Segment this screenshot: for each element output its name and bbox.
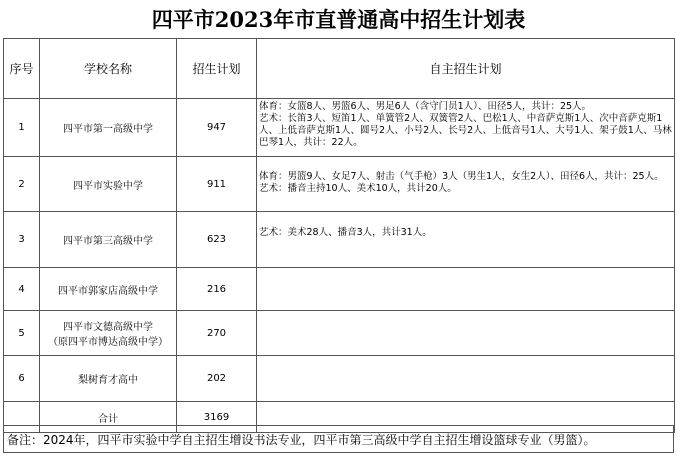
plan-line: 艺术：长笛3人、短笛1人、单簧管2人、双簧管2人、巴松1人、中音萨克斯1人、次中音萨克斯1人、上低音萨克斯1人、圆号2人、小号2人、长号2人、上低音号1人、大号1人、架子鼓1人、马林巴琴1人，共计：22人。	[259, 113, 672, 148]
row-school-former-name: （原四平市博达高级中学）	[48, 337, 168, 348]
page-title: 四平市2023年市直普通高中招生计划表	[151, 7, 526, 32]
row-plan	[257, 356, 675, 402]
header-quota: 招生计划	[177, 39, 257, 99]
header-seq: 序号	[4, 39, 40, 99]
row-quota: 270	[177, 311, 257, 356]
row-quota: 216	[177, 268, 257, 311]
row-plan	[257, 157, 675, 212]
row-quota: 947	[177, 99, 257, 157]
row-school: 四平市文德高级中学	[63, 322, 153, 333]
row-quota: 911	[177, 157, 257, 212]
total-label: 合计	[40, 402, 177, 433]
enrollment-table	[3, 38, 675, 433]
row-school: 四平市郭家店高级中学	[40, 268, 177, 311]
row-seq: 4	[4, 268, 40, 311]
row-plan	[257, 212, 675, 268]
row-seq: 6	[4, 356, 40, 402]
table-row	[4, 311, 675, 356]
header-school: 学校名称	[40, 39, 177, 99]
row-plan	[257, 268, 675, 311]
plan-line: 体育：女篮8人、男篮6人、男足6人（含守门员1人）、田径5人，共计：25人。	[259, 101, 592, 112]
plan-line: 艺术：播音主持10人、美术10人，共计20人。	[259, 183, 457, 194]
row-school: 四平市实验中学	[40, 157, 177, 212]
row-seq: 2	[4, 157, 40, 212]
table-row	[4, 99, 675, 157]
table-row	[4, 212, 675, 268]
row-quota: 623	[177, 212, 257, 268]
row-school: 四平市第三高级中学	[40, 212, 177, 268]
header-self-plan: 自主招生计划	[257, 39, 675, 99]
row-school-cell	[40, 311, 177, 356]
row-plan	[257, 311, 675, 356]
row-school: 四平市第一高级中学	[40, 99, 177, 157]
remark-note: 备注：2024年，四平市实验中学自主招生增设书法专业，四平市第三高级中学自主招生增设篮球专业（男篮）。	[3, 425, 674, 453]
table-row	[4, 356, 675, 402]
row-seq: 1	[4, 99, 40, 157]
plan-line: 艺术：美术28人、播音3人，共计31人。	[259, 227, 432, 238]
row-seq: 3	[4, 212, 40, 268]
row-school: 梨树育才高中	[40, 356, 177, 402]
total-quota: 3169	[177, 402, 257, 433]
row-quota: 202	[177, 356, 257, 402]
table-row	[4, 268, 675, 311]
plan-line: 体育：男篮9人、女足7人、射击（气手枪）3人（男生1人，女生2人）、田径6人，共计：25人。	[259, 171, 664, 182]
table-row	[4, 157, 675, 212]
row-plan	[257, 99, 675, 157]
row-seq: 5	[4, 311, 40, 356]
table-header-row	[4, 39, 675, 99]
